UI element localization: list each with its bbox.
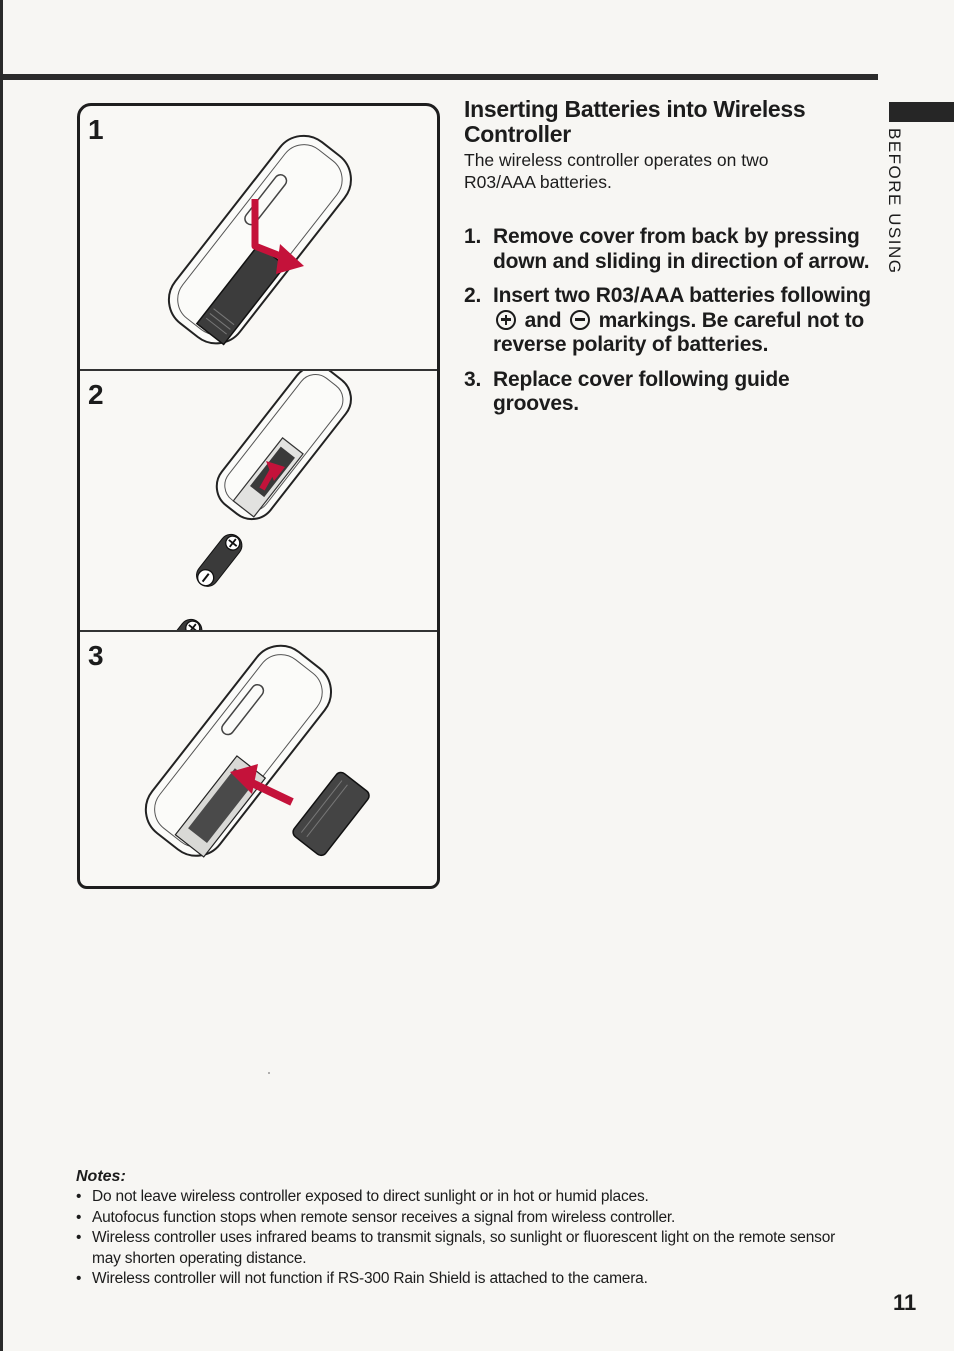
step-number: 2 [88, 379, 104, 410]
instruction-text: Insert two R03/AAA batteries following [493, 284, 871, 307]
page-title: Inserting Batteries into Wireless Controller [464, 96, 806, 147]
instruction-text: Remove cover from back by pressing down and sliding in direction of arrow. [493, 225, 870, 273]
instruction-text: and [524, 308, 562, 332]
section-tab-label: BEFORE USING [885, 128, 904, 275]
notes-list [76, 1187, 856, 1290]
page-number: 11 [893, 1290, 917, 1315]
section-tab-bar [889, 102, 954, 122]
step-2-illustration [80, 371, 437, 632]
illustration-panel [77, 103, 440, 889]
instruction-item [464, 368, 874, 417]
top-rule [3, 74, 878, 80]
step-1-illustration [80, 106, 437, 371]
step-number: 1 [88, 114, 104, 145]
note-item: • Do not leave wireless controller exposed to direct sunlight or in hot or humid places. [76, 1187, 856, 1208]
instruction-item [464, 284, 874, 358]
note-item: • Wireless controller will not function if RS-300 Rain Shield is attached to the camera. [76, 1269, 856, 1290]
remote-cover-removal-drawing [80, 106, 437, 369]
battery-insertion-drawing [80, 371, 437, 630]
instruction-text: Replace cover following guide grooves. [493, 367, 790, 415]
instruction-number: 2. [464, 284, 482, 307]
instruction-number: 1. [464, 225, 482, 248]
minus-polarity-icon [570, 310, 590, 330]
instruction-list [464, 225, 874, 427]
print-speck [268, 1072, 270, 1074]
instruction-text: markings. Be careful not to reverse polarity of batteries. [493, 308, 864, 356]
note-item: • Autofocus function stops when remote sensor receives a signal from wireless controller. [76, 1208, 856, 1229]
plus-polarity-icon [496, 310, 516, 330]
note-item: • Wireless controller uses infrared beams to transmit signals, so sunlight or fluorescent light on the remote sensor may shorten operating distance. [76, 1228, 856, 1269]
instruction-item [464, 225, 874, 274]
instruction-number: 3. [464, 367, 482, 391]
notes-title: Notes: [76, 1168, 126, 1185]
page-edge [0, 0, 3, 1351]
intro-text: The wireless controller operates on two R03/AAA batteries. [464, 150, 769, 192]
step-number: 3 [88, 640, 104, 671]
notes-section [76, 1167, 856, 1290]
step-3-illustration [80, 632, 437, 886]
cover-replacement-drawing [80, 632, 437, 886]
